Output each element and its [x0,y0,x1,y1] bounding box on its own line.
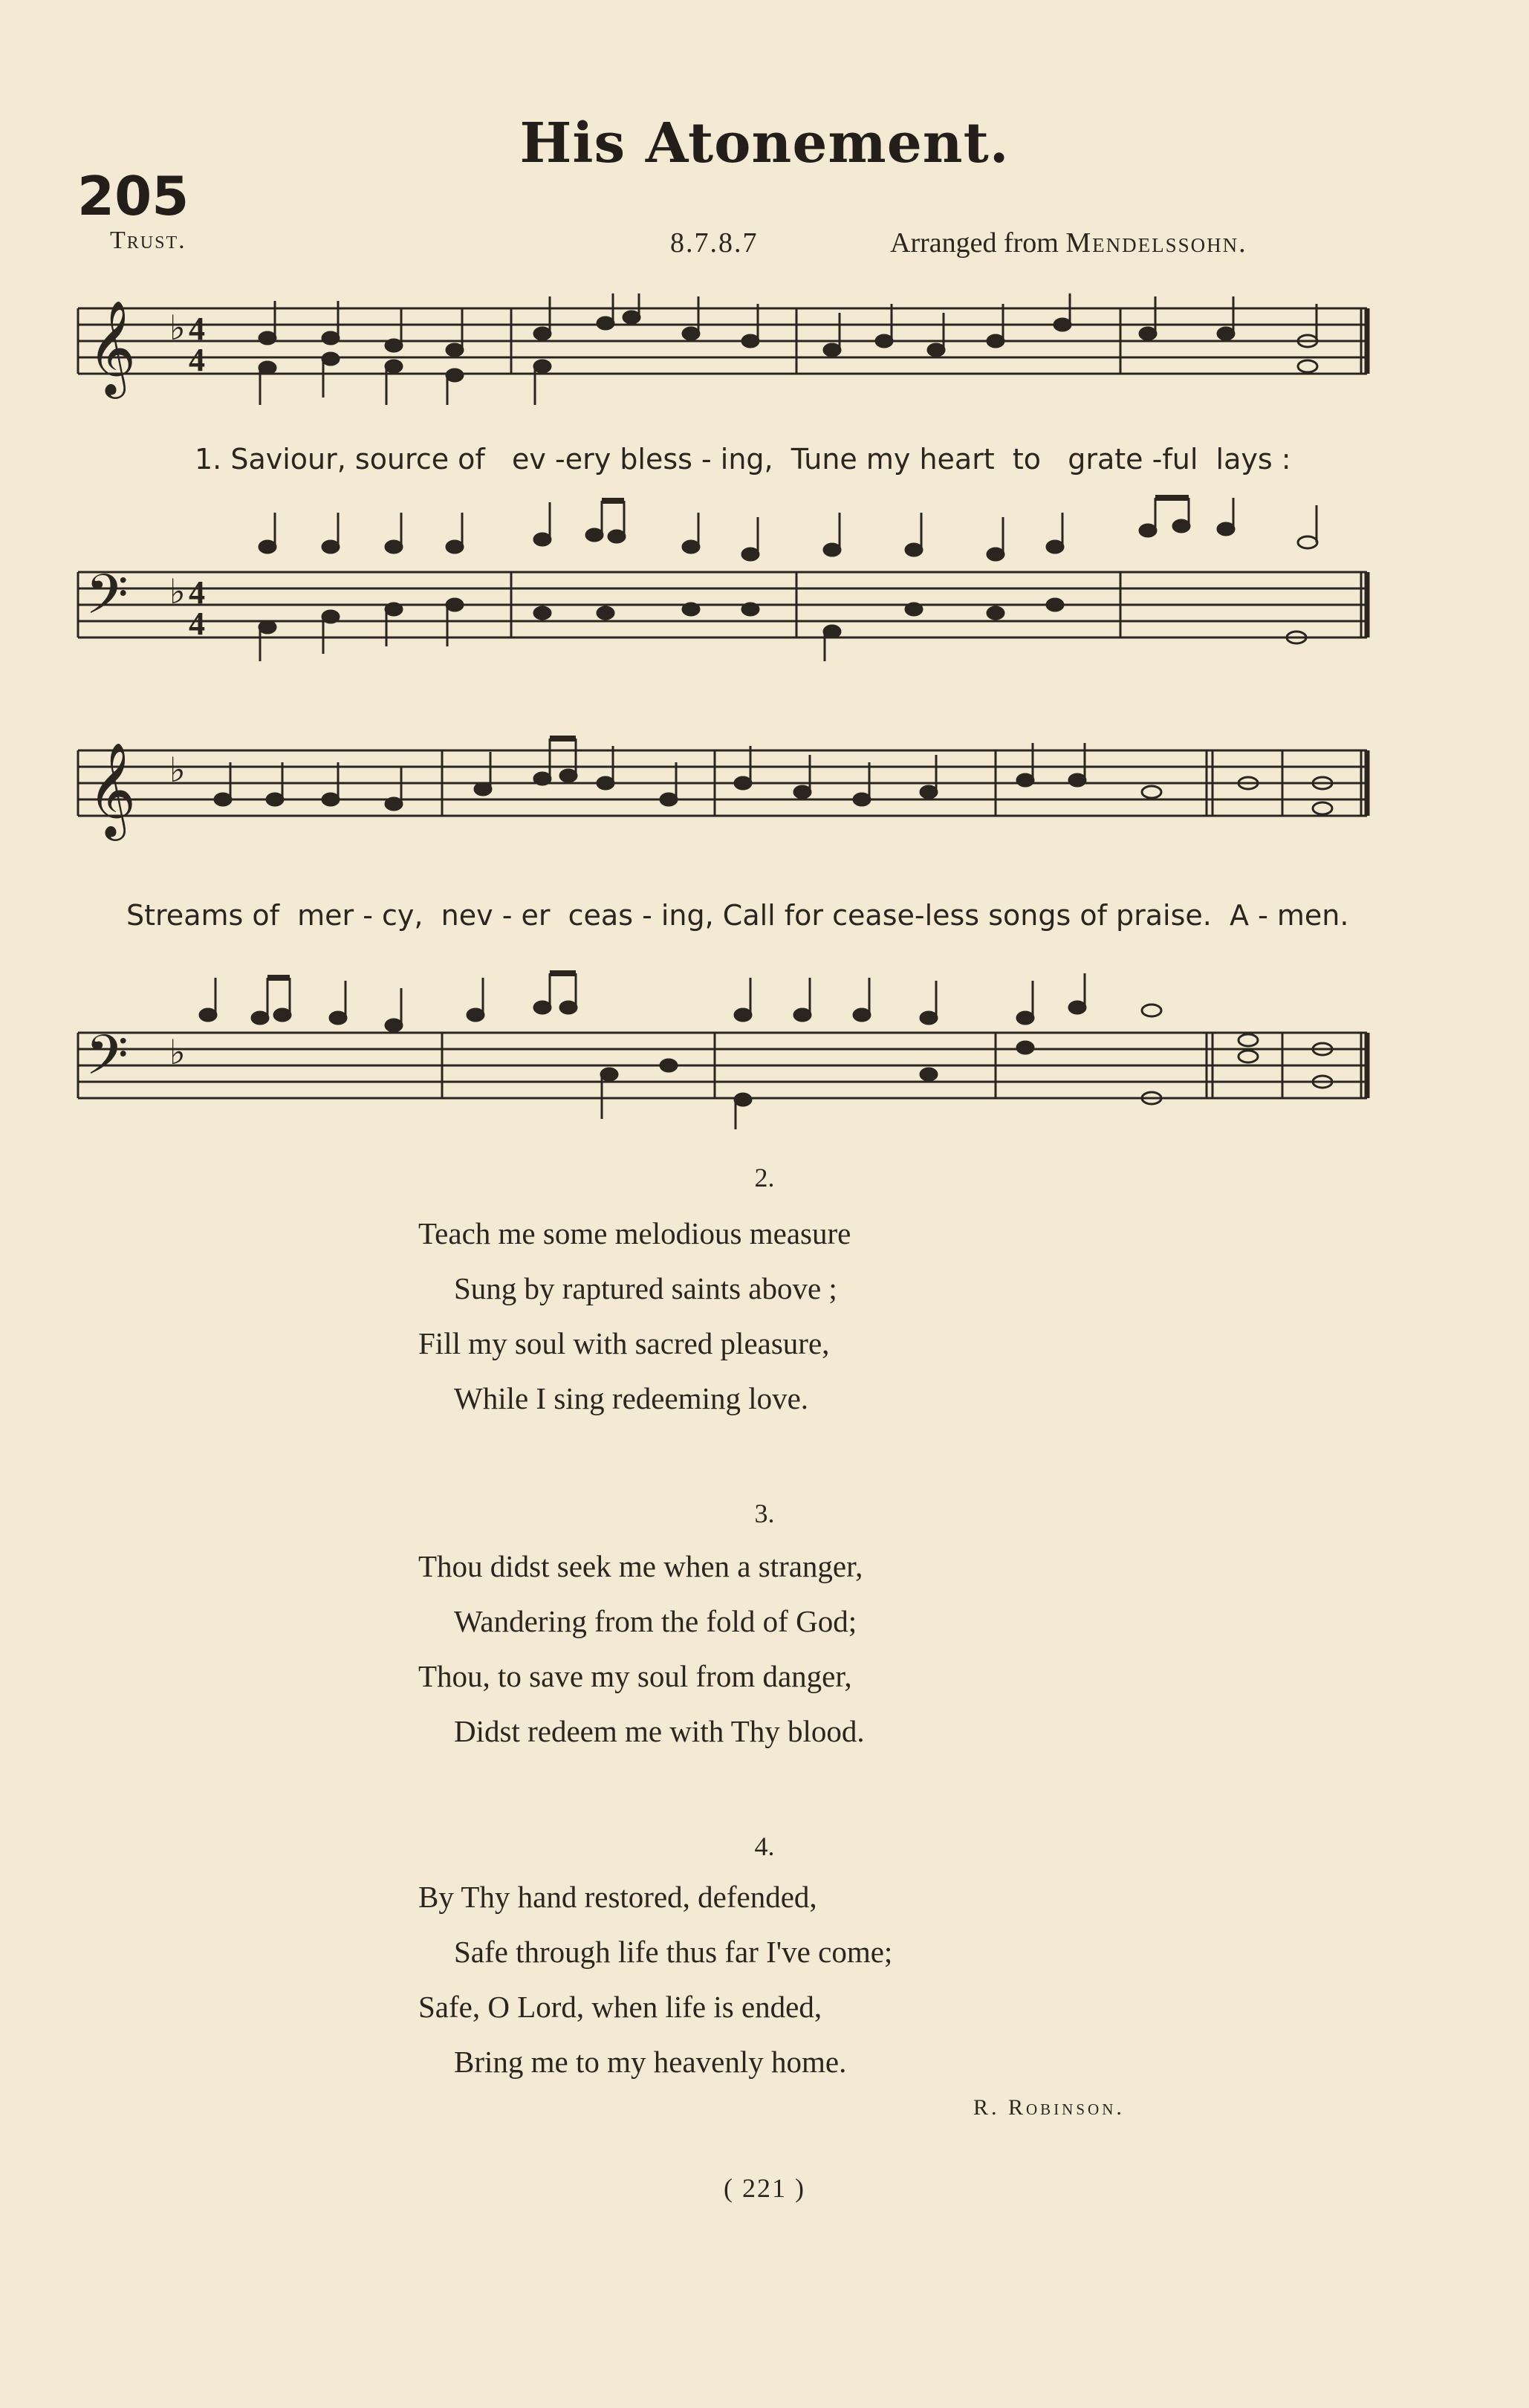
treble-staff-system-2 [0,736,1529,877]
stanza-3 [418,1539,1236,1759]
svg-text:4: 4 [189,606,205,642]
stanza-2-line-3: Fill my soul with sacred pleasure, [418,1326,830,1360]
stanza-3-line-3: Thou, to save my soul from danger, [418,1659,852,1693]
meter: 8.7.8.7 [670,227,759,259]
arranger-name: Mendelssohn. [1065,227,1247,259]
lyrics-line-2: Streams of mer - cy, nev - er ceas - ing, Call for cease-less songs of praise. A - men. [126,899,1349,932]
stanza-2-line-2: Sung by raptured saints above ; [454,1271,837,1305]
bass-staff-system-2 [0,944,1529,1129]
svg-text:𝄢: 𝄢 [85,1026,129,1100]
svg-text:♭: ♭ [169,1033,186,1071]
stanza-4-line-1: By Thy hand restored, defended, [418,1880,817,1914]
page-title: His Atonement. [519,111,1010,175]
stanza-4-line-2: Safe through life thus far I've come; [454,1935,893,1969]
stanza-4-number: 4. [754,1831,775,1861]
stanza-3-line-1: Thou didst seek me when a stranger, [418,1549,863,1583]
svg-text:♭: ♭ [169,309,186,347]
stanza-2-line-4: While I sing redeeming love. [454,1381,809,1415]
author-attribution: R. Robinson. [973,2095,1125,2120]
svg-text:4: 4 [189,574,205,611]
svg-text:4: 4 [189,342,205,378]
bass-staff-system-1 [0,490,1529,661]
stanza-4-line-3: Safe, O Lord, when life is ended, [418,1990,822,2024]
svg-text:𝄞: 𝄞 [88,302,137,393]
stanza-4 [418,1869,1236,2089]
stanza-2-line-1: Teach me some melodious measure [418,1216,851,1250]
stanza-3-number: 3. [754,1499,775,1528]
stanza-3-line-2: Wandering from the fold of God; [454,1604,857,1638]
arranger-credit [890,227,1247,259]
stanza-2 [418,1206,1236,1426]
svg-text:♭: ♭ [169,573,186,611]
lyrics-line-1: 1. Saviour, source of ev -ery bless - ing, Tune my heart to grate -ful lays : [195,443,1291,476]
tune-name: Trust. [110,227,186,254]
treble-staff-system-1 [0,293,1529,435]
stanza-3-line-4: Didst redeem me with Thy blood. [454,1714,865,1748]
hymn-number: 205 [77,165,189,227]
svg-text:𝄞: 𝄞 [88,744,137,835]
page-number: ( 221 ) [724,2173,805,2203]
arranger-prefix: Arranged from [890,227,1066,259]
stanza-2-number: 2. [754,1163,775,1192]
svg-text:4: 4 [189,311,205,347]
stanza-4-line-4: Bring me to my heavenly home. [454,2045,847,2079]
svg-text:𝄢: 𝄢 [85,565,129,639]
svg-text:♭: ♭ [169,751,186,789]
